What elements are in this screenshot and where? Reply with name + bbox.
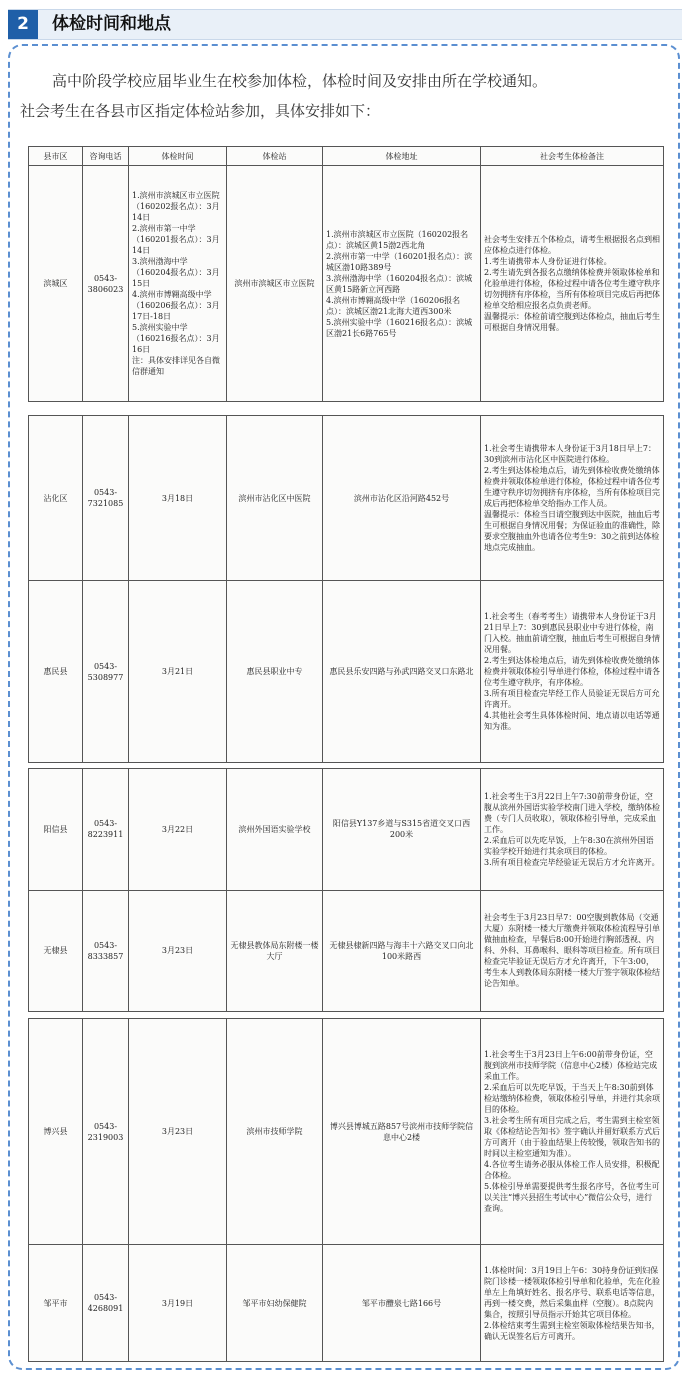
section-title: 体检时间和地点 (52, 14, 171, 34)
time-cell: 3月21日 (129, 581, 227, 763)
schedule-table-3 (28, 768, 664, 1012)
schedule-scan-2 (28, 415, 663, 763)
schedule-scan-1 (28, 146, 663, 402)
county-cell: 邹平市 (29, 1245, 83, 1362)
table-row (29, 416, 664, 581)
table-row (29, 166, 664, 402)
time-cell: 3月23日 (129, 1019, 227, 1245)
address-cell: 滨州市沾化区沿河路452号 (323, 416, 481, 581)
station-cell: 滨州市滨城区市立医院 (227, 166, 323, 402)
table-row (29, 1245, 664, 1362)
schedule-table-4 (28, 1018, 664, 1362)
station-cell: 滨州市技师学院 (227, 1019, 323, 1245)
phone-cell: 0543-8333857 (83, 890, 129, 1012)
intro-paragraph-1: 高中阶段学校应届毕业生在校参加体检，体检时间及安排由所在学校通知。 (52, 72, 548, 90)
time-cell: 3月18日 (129, 416, 227, 581)
phone-cell: 0543-4268091 (83, 1245, 129, 1362)
col-header-station: 体检站 (227, 147, 323, 166)
schedule-scan-3 (28, 768, 663, 1012)
county-cell: 博兴县 (29, 1019, 83, 1245)
county-cell: 无棣县 (29, 890, 83, 1012)
schedule-table-2 (28, 415, 664, 763)
col-header-phone: 咨询电话 (83, 147, 129, 166)
station-cell: 邹平市妇幼保健院 (227, 1245, 323, 1362)
notes-cell: 1.社会考生请携带本人身份证于3月18日早上7：30到滨州市沾化区中医院进行体检。 2.考生到达体检地点后，请先到体检收费处缴纳体检费并领取体检单进行体检，体检过程中请各位考生遵守秩序切勿拥挤有序体检，当所有体检项目完成后再把体检单交给指办工作人员。 温馨提示：体检当日请空腹到达中医院，抽血后考生可根据自身情况用餐；为保证验血的准确性，除要求空腹抽血外也请各位考生9：30之前到达体检地点完成抽血。 (481, 416, 664, 581)
col-header-time: 体检时间 (129, 147, 227, 166)
schedule-scan-4 (28, 1018, 663, 1362)
intro-text (20, 66, 670, 126)
station-cell: 滨州外国语实验学校 (227, 769, 323, 891)
address-cell: 1.滨州市滨城区市立医院（160202报名点）：滨城区黄15渤2西北角 2.滨州市第一中学（160201报名点）：滨城区渤10路389号 3.滨州渤海中学（160204报名点）：滨城区黄15路新立河西路 4.滨州市博翱高级中学（160206报名点）：滨城区渤21北海大道西300米 5.滨州实验中学（160216报名点）：滨城区渤21长6路765号 (323, 166, 481, 402)
notes-cell: 1.体检时间：3月19日上午6：30持身份证到妇保院门诊楼一楼领取体检引导单和化验单，先在化验单左上角填好姓名、报名序号、联系电话等信息，再到一楼交费，然后采集血样（空腹）。8点院内集合，按照引导员指示开始其它项目体检。 2.体检结束考生需到主检室领取体检结果告知书，确认无误签名后方可离开。 (481, 1245, 664, 1362)
col-header-address: 体检地址 (323, 147, 481, 166)
county-cell: 阳信县 (29, 769, 83, 891)
phone-cell: 0543-3806023 (83, 166, 129, 402)
intro-paragraph-2: 社会考生在各县市区指定体检站参加，具体安排如下： (20, 102, 381, 120)
table-row (29, 581, 664, 763)
time-cell: 3月23日 (129, 890, 227, 1012)
notes-cell: 社会考生于3月23日早7：00空腹到教体局（交通大厦）东附楼一楼大厅缴费并领取体检流程导引单做抽血检查，早餐后8:00开始进行胸部透视、内科、外科、耳鼻喉科、眼科等项目检查。所有项目检查完毕验证无误后方才允许离开，下午3:00，考生本人到教体局东附楼一楼大厅签字领取体检结论告知单。 (481, 890, 664, 1012)
address-cell: 无棣县棣新四路与海丰十六路交叉口向北100米路西 (323, 890, 481, 1012)
notes-cell: 1.社会考生于3月22日上午7:30前带身份证，空腹从滨州外国语实验学校南门进入学校，缴纳体检费（专门人员收取），领取体检引导单，完成采血工作。 2.采血后可以先吃早饭，上午8:30在滨州外国语实验学校开始进行其余项目的体检。 3.所有项目检查完毕经验证无误后方才允许离开。 (481, 769, 664, 891)
county-cell: 滨城区 (29, 166, 83, 402)
time-cell: 3月22日 (129, 769, 227, 891)
phone-cell: 0543-5308977 (83, 581, 129, 763)
time-cell: 1.滨州市滨城区市立医院（160202报名点）：3月14日 2.滨州市第一中学（160201报名点）：3月14日 3.滨州渤海中学（160204报名点）：3月15日 4.滨州市博翱高级中学（160206报名点）：3月17日-18日 5.滨州实验中学（160216报名点）：3月16日 注：具体安排详见各自微信群通知 (129, 166, 227, 402)
section-number: 2 (8, 10, 38, 39)
station-cell: 惠民县职业中专 (227, 581, 323, 763)
col-header-notes: 社会考生体检备注 (481, 147, 664, 166)
address-cell: 邹平市醴泉七路166号 (323, 1245, 481, 1362)
address-cell: 博兴县博城五路857号滨州市技师学院信息中心2楼 (323, 1019, 481, 1245)
schedule-table-1 (28, 146, 664, 402)
county-cell: 沾化区 (29, 416, 83, 581)
address-cell: 阳信县Y137乡道与S315省道交叉口西200米 (323, 769, 481, 891)
time-cell: 3月19日 (129, 1245, 227, 1362)
county-cell: 惠民县 (29, 581, 83, 763)
section-header (8, 9, 682, 40)
address-cell: 惠民县乐安四路与孙武四路交叉口东路北 (323, 581, 481, 763)
phone-cell: 0543-2319003 (83, 1019, 129, 1245)
table-header-row (29, 147, 664, 166)
phone-cell: 0543-7321085 (83, 416, 129, 581)
station-cell: 无棣县教体局东附楼一楼大厅 (227, 890, 323, 1012)
notes-cell: 1.社会考生于3月23日上午6:00前带身份证，空腹到滨州市技师学院（信息中心2楼）体检站完成采血工作。 2.采血后可以先吃早饭，于当天上午8:30前到体检站缴纳体检费，领取体检引导单，并进行其余项目的体检。 3.社会考生所有项目完成之后，考生需到主检室领取《体检结论告知书》签字确认并留好联系方式后方可离开（由于验血结果上传较慢，领取告知书的时间以主检室通知为准）。 4.各位考生请务必服从体检工作人员安排，积极配合体检。 5.体检引导单需要提供考生报名序号，各位考生可以关注“博兴县招生考试中心”微信公众号，进行查询。 (481, 1019, 664, 1245)
notes-cell: 1.社会考生（春考考生）请携带本人身份证于3月21日早上7：30到惠民县职业中专进行体检，南门入校。抽血前请空腹，抽血后考生可根据自身情况用餐。 2.考生到达体检地点后，请先到体检收费处缴纳体检费并领取体检引导单进行体检，体检过程中请各位考生遵守秩序，有序体检。 3.所有项目检查完毕经工作人员验证无误后方可允许离开。 4.其他社会考生具体体检时间、地点请以电话等通知为准。 (481, 581, 664, 763)
col-header-county: 县市区 (29, 147, 83, 166)
table-row (29, 1019, 664, 1245)
table-row (29, 890, 664, 1012)
phone-cell: 0543-8223911 (83, 769, 129, 891)
table-row (29, 769, 664, 891)
station-cell: 滨州市沾化区中医院 (227, 416, 323, 581)
notes-cell: 社会考生安排五个体检点，请考生根据报名点到相应体检点进行体检。 1.考生请携带本人身份证进行体检。 2.考生请先到各报名点缴纳体检费并领取体检单和化验单进行体检，体检过程中请各位考生遵守秩序切勿拥挤有序体检，当所有体检项目完成后再把体检单交给相应报名点负责老师。 温馨提示：体检前请空腹到达体检点，抽血后考生可根据自身情况用餐。 (481, 166, 664, 402)
